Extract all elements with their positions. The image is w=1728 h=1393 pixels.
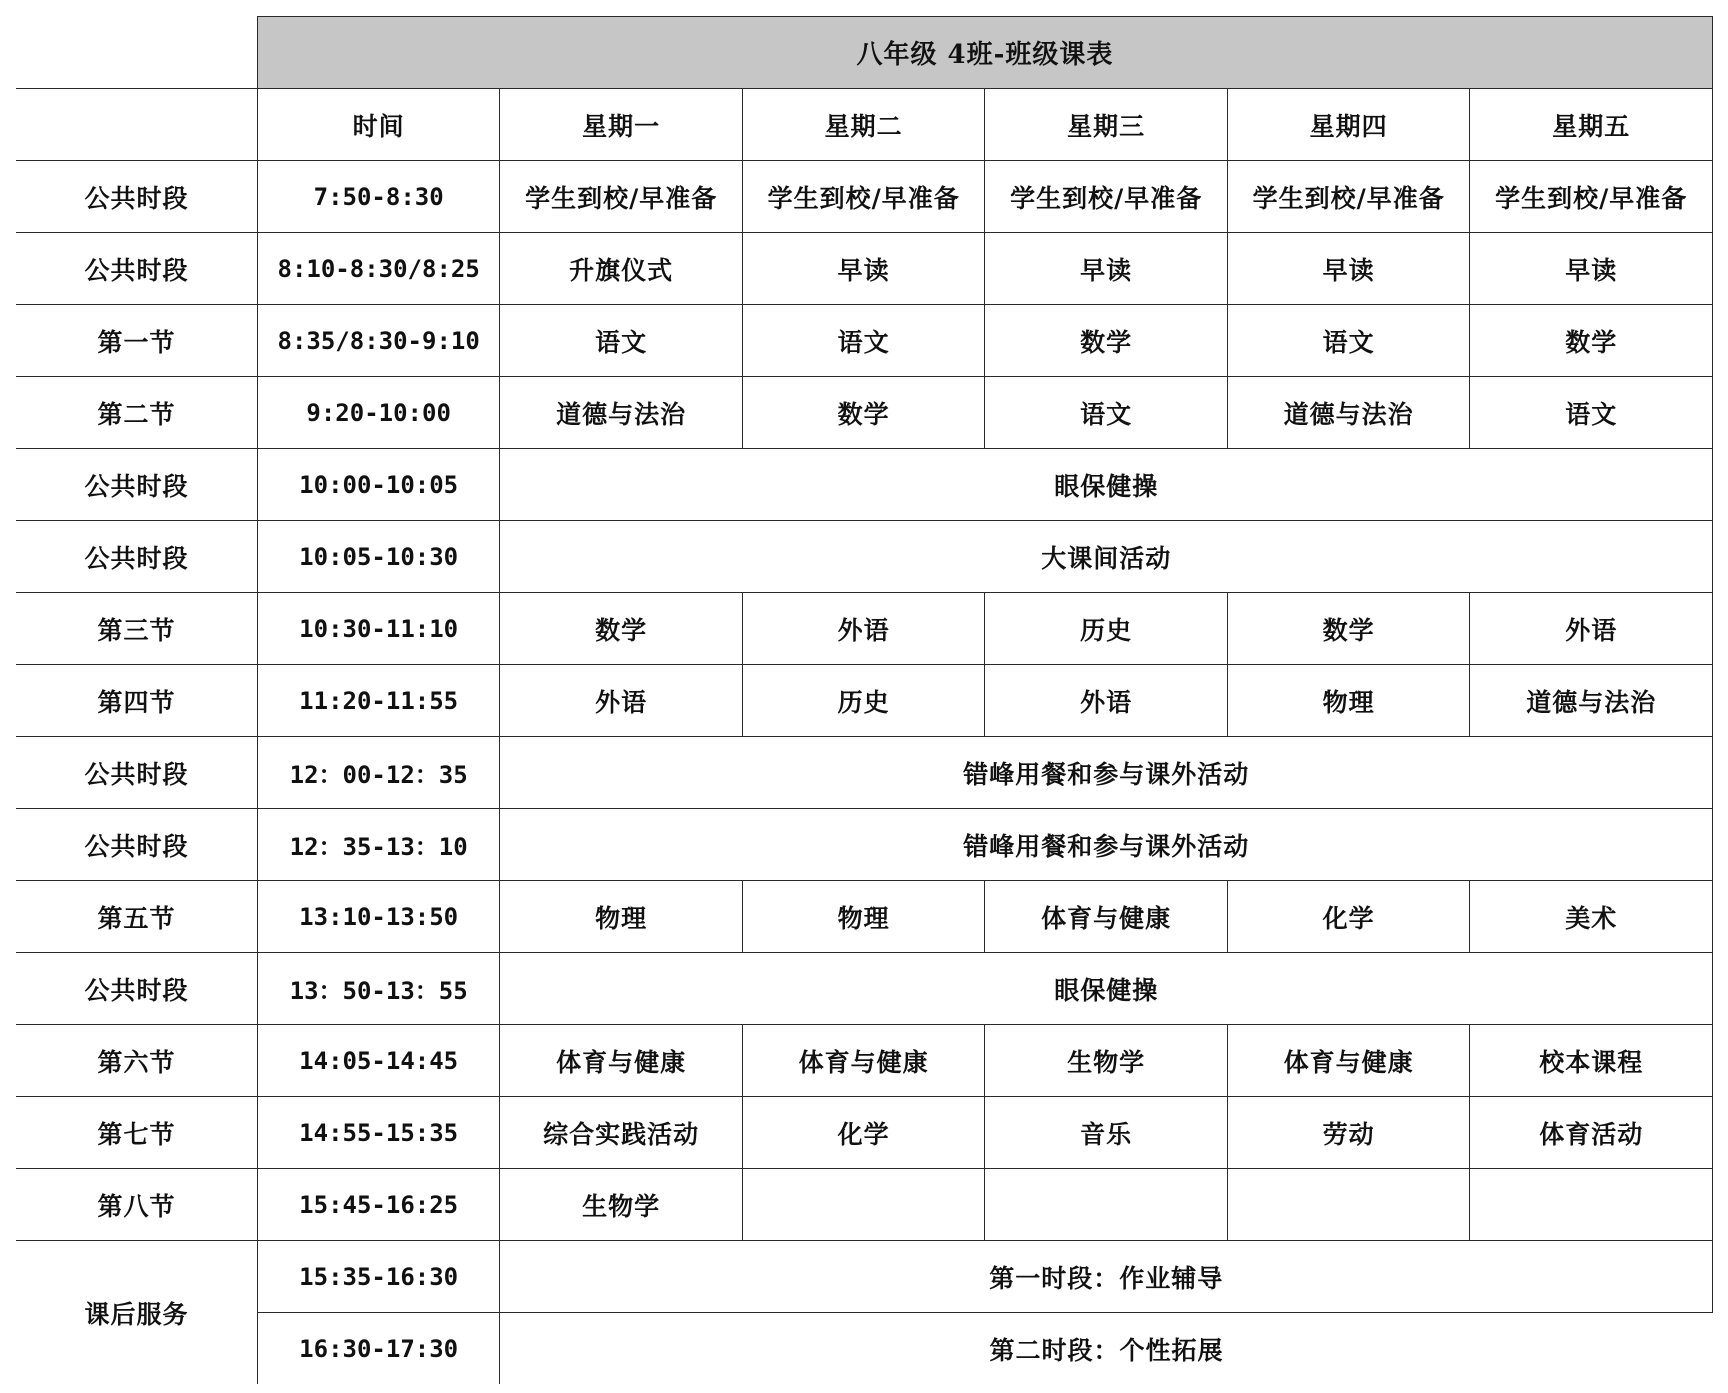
table-row bbox=[16, 521, 1713, 593]
period-time: 13：50-13：55 bbox=[257, 953, 500, 1025]
class-cell: 语文 bbox=[1227, 305, 1470, 377]
merged-activity-cell: 大课间活动 bbox=[500, 521, 1713, 593]
merged-activity-cell: 眼保健操 bbox=[500, 953, 1713, 1025]
class-cell: 语文 bbox=[500, 305, 743, 377]
header-friday: 星期五 bbox=[1470, 89, 1713, 161]
header-monday: 星期一 bbox=[500, 89, 743, 161]
class-cell: 物理 bbox=[1227, 665, 1470, 737]
after-school-row bbox=[16, 1313, 1713, 1385]
class-cell: 体育与健康 bbox=[500, 1025, 743, 1097]
period-time: 14:05-14:45 bbox=[257, 1025, 500, 1097]
class-cell: 体育与健康 bbox=[742, 1025, 985, 1097]
class-schedule-table bbox=[16, 16, 1713, 1384]
table-row bbox=[16, 953, 1713, 1025]
class-cell: 数学 bbox=[985, 305, 1228, 377]
period-label: 第五节 bbox=[16, 881, 257, 953]
class-cell: 美术 bbox=[1470, 881, 1713, 953]
header-blank-cell bbox=[16, 89, 257, 161]
period-time: 8:10-8:30/8:25 bbox=[257, 233, 500, 305]
class-cell: 学生到校/早准备 bbox=[1227, 161, 1470, 233]
class-cell: 道德与法治 bbox=[1470, 665, 1713, 737]
merged-activity-cell: 错峰用餐和参与课外活动 bbox=[500, 737, 1713, 809]
table-row bbox=[16, 593, 1713, 665]
period-label: 第一节 bbox=[16, 305, 257, 377]
period-time: 8:35/8:30-9:10 bbox=[257, 305, 500, 377]
class-cell: 历史 bbox=[985, 593, 1228, 665]
header-time: 时间 bbox=[257, 89, 500, 161]
table-row bbox=[16, 449, 1713, 521]
class-cell: 外语 bbox=[985, 665, 1228, 737]
class-cell: 早读 bbox=[985, 233, 1228, 305]
class-cell: 劳动 bbox=[1227, 1097, 1470, 1169]
period-label: 第八节 bbox=[16, 1169, 257, 1241]
class-cell: 语文 bbox=[985, 377, 1228, 449]
period-time: 9:20-10:00 bbox=[257, 377, 500, 449]
after-school-activity: 第二时段：个性拓展 bbox=[500, 1313, 1713, 1385]
after-school-time: 16:30-17:30 bbox=[257, 1313, 500, 1385]
period-label: 第七节 bbox=[16, 1097, 257, 1169]
class-cell: 音乐 bbox=[985, 1097, 1228, 1169]
period-label: 公共时段 bbox=[16, 953, 257, 1025]
after-school-time: 15:35-16:30 bbox=[257, 1241, 500, 1313]
class-cell: 生物学 bbox=[985, 1025, 1228, 1097]
class-cell: 外语 bbox=[742, 593, 985, 665]
period-time: 12：35-13：10 bbox=[257, 809, 500, 881]
corner-cell bbox=[16, 17, 257, 89]
period-label: 第六节 bbox=[16, 1025, 257, 1097]
period-time: 10:05-10:30 bbox=[257, 521, 500, 593]
class-cell: 化学 bbox=[742, 1097, 985, 1169]
class-cell: 物理 bbox=[500, 881, 743, 953]
class-cell: 体育活动 bbox=[1470, 1097, 1713, 1169]
period-label: 第三节 bbox=[16, 593, 257, 665]
table-row bbox=[16, 377, 1713, 449]
class-cell: 学生到校/早准备 bbox=[742, 161, 985, 233]
class-cell: 学生到校/早准备 bbox=[1470, 161, 1713, 233]
period-time: 11:20-11:55 bbox=[257, 665, 500, 737]
period-label: 第四节 bbox=[16, 665, 257, 737]
after-school-row bbox=[16, 1241, 1713, 1313]
class-cell: 早读 bbox=[1227, 233, 1470, 305]
table-row bbox=[16, 1025, 1713, 1097]
period-label: 第二节 bbox=[16, 377, 257, 449]
class-cell bbox=[1227, 1169, 1470, 1241]
period-time: 14:55-15:35 bbox=[257, 1097, 500, 1169]
table-row bbox=[16, 305, 1713, 377]
table-row bbox=[16, 809, 1713, 881]
class-cell bbox=[985, 1169, 1228, 1241]
header-wednesday: 星期三 bbox=[985, 89, 1228, 161]
class-cell: 早读 bbox=[742, 233, 985, 305]
period-time: 12：00-12：35 bbox=[257, 737, 500, 809]
class-cell: 数学 bbox=[1470, 305, 1713, 377]
class-cell: 历史 bbox=[742, 665, 985, 737]
table-row bbox=[16, 1169, 1713, 1241]
class-cell: 化学 bbox=[1227, 881, 1470, 953]
period-label: 公共时段 bbox=[16, 161, 257, 233]
class-cell: 道德与法治 bbox=[500, 377, 743, 449]
class-cell: 体育与健康 bbox=[1227, 1025, 1470, 1097]
table-row bbox=[16, 881, 1713, 953]
class-cell: 升旗仪式 bbox=[500, 233, 743, 305]
class-cell: 生物学 bbox=[500, 1169, 743, 1241]
title-row bbox=[16, 17, 1713, 89]
class-cell: 综合实践活动 bbox=[500, 1097, 743, 1169]
period-label: 公共时段 bbox=[16, 521, 257, 593]
period-label: 公共时段 bbox=[16, 809, 257, 881]
schedule-title: 八年级 4班-班级课表 bbox=[257, 17, 1712, 89]
class-cell: 数学 bbox=[500, 593, 743, 665]
after-school-label: 课后服务 bbox=[16, 1241, 257, 1385]
class-cell: 语文 bbox=[1470, 377, 1713, 449]
period-time: 7:50-8:30 bbox=[257, 161, 500, 233]
class-cell: 数学 bbox=[1227, 593, 1470, 665]
class-cell: 外语 bbox=[500, 665, 743, 737]
class-cell bbox=[742, 1169, 985, 1241]
class-cell: 语文 bbox=[742, 305, 985, 377]
class-cell: 校本课程 bbox=[1470, 1025, 1713, 1097]
period-time: 13:10-13:50 bbox=[257, 881, 500, 953]
header-thursday: 星期四 bbox=[1227, 89, 1470, 161]
table-row bbox=[16, 665, 1713, 737]
period-time: 10:00-10:05 bbox=[257, 449, 500, 521]
merged-activity-cell: 眼保健操 bbox=[500, 449, 1713, 521]
merged-activity-cell: 错峰用餐和参与课外活动 bbox=[500, 809, 1713, 881]
period-label: 公共时段 bbox=[16, 737, 257, 809]
period-time: 10:30-11:10 bbox=[257, 593, 500, 665]
header-tuesday: 星期二 bbox=[742, 89, 985, 161]
class-cell: 体育与健康 bbox=[985, 881, 1228, 953]
period-time: 15:45-16:25 bbox=[257, 1169, 500, 1241]
table-row bbox=[16, 233, 1713, 305]
table-row bbox=[16, 1097, 1713, 1169]
table-row bbox=[16, 161, 1713, 233]
class-cell: 外语 bbox=[1470, 593, 1713, 665]
class-cell: 学生到校/早准备 bbox=[500, 161, 743, 233]
class-cell: 学生到校/早准备 bbox=[985, 161, 1228, 233]
class-cell: 早读 bbox=[1470, 233, 1713, 305]
after-school-activity: 第一时段：作业辅导 bbox=[500, 1241, 1713, 1313]
class-cell bbox=[1470, 1169, 1713, 1241]
header-row bbox=[16, 89, 1713, 161]
table-row bbox=[16, 737, 1713, 809]
class-cell: 道德与法治 bbox=[1227, 377, 1470, 449]
class-cell: 物理 bbox=[742, 881, 985, 953]
period-label: 公共时段 bbox=[16, 449, 257, 521]
class-cell: 数学 bbox=[742, 377, 985, 449]
period-label: 公共时段 bbox=[16, 233, 257, 305]
